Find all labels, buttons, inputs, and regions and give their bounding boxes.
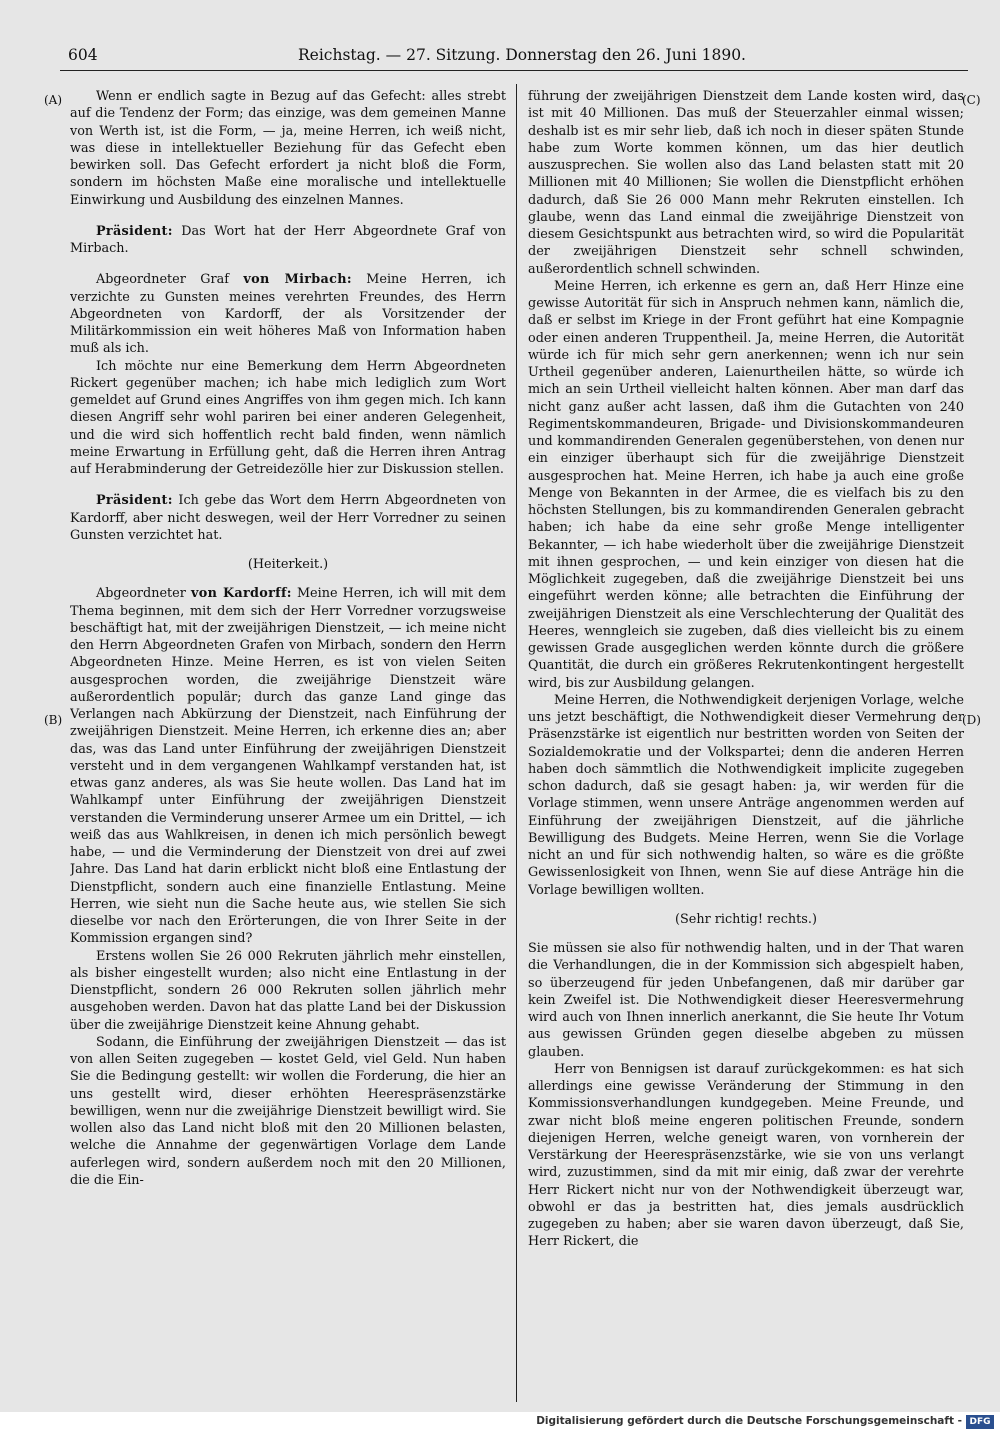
- paragraph: Ich möchte nur eine Bemerkung dem Herrn Abgeordneten Rickert gegenüber machen; ich habe mich lediglich zum Wort gemeldet auf Grund eines Angriffes von ihm gegen mich. Ich kann diesen Angriff sehr wohl pariren bei einer anderen Gelegenheit, und die wird sich hoffentlich recht bald finden, wenn nämlich meine Erwartung in Erfüllung geht, daß die Herren ihren Antrag auf Herabminderung der Getreidezölle hier zur Diskussion stellen.: [70, 358, 506, 477]
- paragraph-kardorff: [70, 585, 506, 947]
- paragraph-president: [70, 492, 506, 544]
- footer-bar: [0, 1412, 1000, 1432]
- interjection: (Sehr richtig! rechts.): [675, 911, 817, 927]
- speaker-name: von Mirbach:: [243, 272, 352, 288]
- column-divider: [516, 84, 517, 1402]
- speech-text: Meine Herren, ich will mit dem Thema beginnen, mit dem sich der Herr Vorredner vorzugsweise beschäftigt hat, mit der zweijährigen Dienstzeit, — ich meine nicht den Herrn Abgeordneten Grafen von Mirbach, sondern den Herrn Abgeordneten Hinze. Meine Herren, es ist von vielen Seiten ausgesprochen worden, die zweijährige Dienstzeit wäre außerordentlich populär; durch das ganze Land ginge das Verlangen nach Abkürzung der Dienstzeit, nach Einführung der zweijährigen Dienstzeit. Meine Herren, ich erkenne dies an; aber das, was das Land unter Einführung der zweijährigen Dienstzeit versteht und in dem vergangenen Wahlkampf verstanden hat, ist etwas ganz anderes, als was Sie heute wollen. Das Land hat im Wahlkampf unter Einführung der zweijährigen Dienstzeit verstanden die Verminderung unserer Armee um ein Drittel, — ich weiß das aus Wahlkreisen, in denen ich mich persönlich bewegt habe, — und die Verminderung der Dienstzeit von drei auf zwei Jahre. Das Land hat darin erblickt nicht bloß eine Entlastung der Dienstpflicht, sondern auch eine finanzielle Entlastung. Meine Herren, wie sieht nun die Sache heute aus, wie stellen Sie sich dieselbe vor nach den Erörterungen, die von Ihrer Seite in der Kommission ergangen sind?: [70, 586, 506, 947]
- paragraph: Wenn er endlich sagte in Bezug auf das Gefecht: alles strebt auf die Tendenz der Form; das einzige, was dem gemeinen Manne von Werth ist, ist die Form, — ja, meine Herren, ich weiß nicht, was diese in intellektueller Beziehung für das Gefecht eben bewirken soll. Das Gefecht erfordert ja nicht bloß die Form, sondern im höchsten Maße eine moralische und intellektuelle Einwirkung und Ausbildung des einzelnen Mannes.: [70, 89, 506, 208]
- margin-marker-d: (D): [962, 713, 981, 727]
- paragraph-president: [70, 223, 506, 258]
- right-column: [528, 88, 964, 1398]
- paragraph: Herr von Bennigsen ist darauf zurückgekommen: es hat sich allerdings eine gewisse Veränderung der Stimmung in den Kommissionsverhandlungen kundgegeben. Meine Freunde, und zwar nicht bloß meine engeren politischen Freunde, sondern diejenigen Herren, welche geneigt waren, von vornherein der Verstärkung der Heerespräsenzstärke, wie sie von uns verlangt wird, zuzustimmen, sind da mit mir einig, daß zwar der verehrte Herr Rickert nicht nur von der Nothwendigkeit überzeugt war, obwohl er das ja bestritten hat, dies jemals ausdrücklich zugegeben zu haben; aber sie waren davon überzeugt, daß Sie, Herr Rickert, die: [528, 1061, 964, 1250]
- paragraph-mirbach: [70, 271, 506, 357]
- speaker-title: Abgeordneter Graf: [96, 272, 244, 288]
- running-title: Reichstag. — 27. Sitzung. Donnerstag den 26. Juni 1890.: [298, 46, 746, 64]
- paragraph: Sodann, die Einführung der zweijährigen Dienstzeit — das ist von allen Seiten zugegeben — kostet Geld, viel Geld. Nun haben Sie die Bedingung gestellt: wir wollen die Forderung, die hier an uns gestellt wird, dieser erhöhten Heerespräsenzstärke bewilligen, wenn nur die zweijährige Dienstzeit bewilligt wird. Sie wollen also das Land nicht bloß mit den 20 Millionen belasten, welche die Annahme der gegenwärtigen Vorlage dem Lande auferlegen wird, sondern außerdem noch mit den 20 Millionen, die die Ein-: [70, 1034, 506, 1188]
- paragraph: Meine Herren, die Nothwendigkeit derjenigen Vorlage, welche uns jetzt beschäftigt, die Nothwendigkeit dieser Vermehrung der Präsenzstärke ist eigentlich nur bestritten worden von Seiten der Sozialdemokratie und der Volkspartei; denn die anderen Herren haben doch sämmtlich die Nothwendigkeit implicite zugegeben schon dadurch, daß sie gesagt haben: ja, wir werden für die Vorlage stimmen, wenn unsere Anträge angenommen werden auf Einführung der zweijährigen Dienstzeit, auf die jährliche Bewilligung des Budgets. Meine Herren, wenn Sie die Vorlage nicht an und für sich nothwendig halten, so wäre es die größte Gewissenlosigkeit von Ihnen, wenn Sie auf diese Anträge hin die Vorlage bewilligen wollten.: [528, 692, 964, 898]
- speech-text: Ich gebe das Wort dem Herrn Abgeordneten von Kardorff, aber nicht deswegen, weil der Herr Vorredner zu seinen Gunsten verzichtet hat.: [70, 493, 506, 543]
- paragraph: führung der zweijährigen Dienstzeit dem Lande kosten wird, das ist mit 40 Millionen. Das muß der Steuerzahler einmal wissen; deshalb ist es mir sehr lieb, daß ich noch in dieser späten Stunde habe zum Worte kommen können, um das hier deutlich auszusprechen. Sie wollen also das Land belasten statt mit 20 Millionen mit 40 Millionen; Sie wollen die Dienstpflicht erhöhen dadurch, daß Sie 26 000 Mann mehr Rekruten einstellen. Ich glaube, wenn das Land einmal die zweijährige Dienstzeit von diesem Gesichtspunkt aus betrachten wird, so wird die Popularität der zweijährigen Dienstzeit sehr schnell schwinden, außerordentlich schnell schwinden.: [528, 89, 964, 277]
- speaker-name: von Kardorff:: [191, 586, 292, 602]
- dfg-logo: DFG: [966, 1415, 994, 1429]
- page-number: 604: [68, 46, 98, 64]
- header-rule: [60, 70, 968, 71]
- speaker-name: Präsident:: [96, 493, 173, 509]
- interjection: (Heiterkeit.): [247, 557, 329, 572]
- left-column: [70, 88, 506, 1398]
- paragraph: Erstens wollen Sie 26 000 Rekruten jährlich mehr einstellen, als bisher eingestellt wurden; also nicht eine Entlastung in der Dienstpflicht, sondern 26 000 Rekruten sollen jährlich mehr ausgehoben werden. Davon hat das platte Land bei der Diskussion über die zweijährige Dienstzeit keine Ahnung gehabt.: [70, 948, 506, 1033]
- speaker-name: Präsident:: [96, 223, 173, 239]
- footer-credit: Digitalisierung gefördert durch die Deutsche Forschungsgemeinschaft -: [536, 1415, 962, 1427]
- margin-marker-c: (C): [962, 93, 981, 107]
- speech-text: Das Wort hat der Herr Abgeordnete Graf von Mirbach.: [70, 223, 506, 256]
- margin-marker-b: (B): [44, 713, 63, 727]
- paragraph: Meine Herren, ich erkenne es gern an, daß Herr Hinze eine gewisse Autorität für sich in Anspruch nehmen kann, nämlich die, daß er selbst im Kriege in der Front geführt hat eine Kompagnie oder einen anderen Truppentheil. Ja, meine Herren, die Autorität würde ich für mich sehr gern anerkennen; wenn ich nur sein Urtheil gegenüber anderen, Laienurtheilen hätte, so würde ich mich an sein Urtheil vielleicht halten können. Aber man darf das nicht ganz außer acht lassen, daß ihm die Gutachten von 240 Regimentskommandeuren, Brigade- und Divisionskommandeuren und kommandirenden Generalen gegenüberstehen, von denen nur ein einziger überhaupt sich für die zweijährige Dienstzeit ausgesprochen hat. Meine Herren, ich habe ja auch eine große Menge von Bekannten in der Armee, die es vielfach bis zu den höchsten Stellungen, bis zu kommandirenden Generalen gebracht haben; ich habe da eine sehr große Menge intelligenter Bekannter, — ich habe wiederholt über die zweijährige Dienstzeit mit ihnen gesprochen, — und kein einziger von diesen hat die Möglichkeit zugegeben, daß die zweijährige Dienstzeit bei uns eingeführt werden könne; alle betrachten die Einführung der zweijährigen Dienstzeit als eine Verschlechterung der Qualität des Heeres, wenngleich sie zugeben, daß dies vielleicht bis zu einem gewissen Grade ausgeglichen werden könnte durch die größere Quantität, die durch ein größeres Rekrutenkontingent hergestellt wird, bis zur Ausbildung gelangen.: [528, 278, 964, 691]
- paragraph: Sie müssen sie also für nothwendig halten, und in der That waren die Verhandlungen, die in der Kommission sich abgespielt haben, so überzeugend für jeden Unbefangenen, daß mir darüber gar kein Zweifel ist. Die Nothwendigkeit dieser Heeresvermehrung wird auch von Ihnen innerlich anerkannt, die Sie heute Ihr Votum aus gewissen Gründen gegen dieselbe abgeben zu müssen glauben.: [528, 941, 964, 1060]
- margin-marker-a: (A): [44, 93, 63, 107]
- speech-text: Meine Herren, ich verzichte zu Gunsten meines verehrten Freundes, des Herrn Abgeordneten von Kardorff, der als Vorsitzender der Militärkommission ein weit höheres Maß von Information haben muß als ich.: [70, 272, 506, 357]
- page-header: [68, 44, 964, 66]
- speaker-title: Abgeordneter: [96, 586, 191, 602]
